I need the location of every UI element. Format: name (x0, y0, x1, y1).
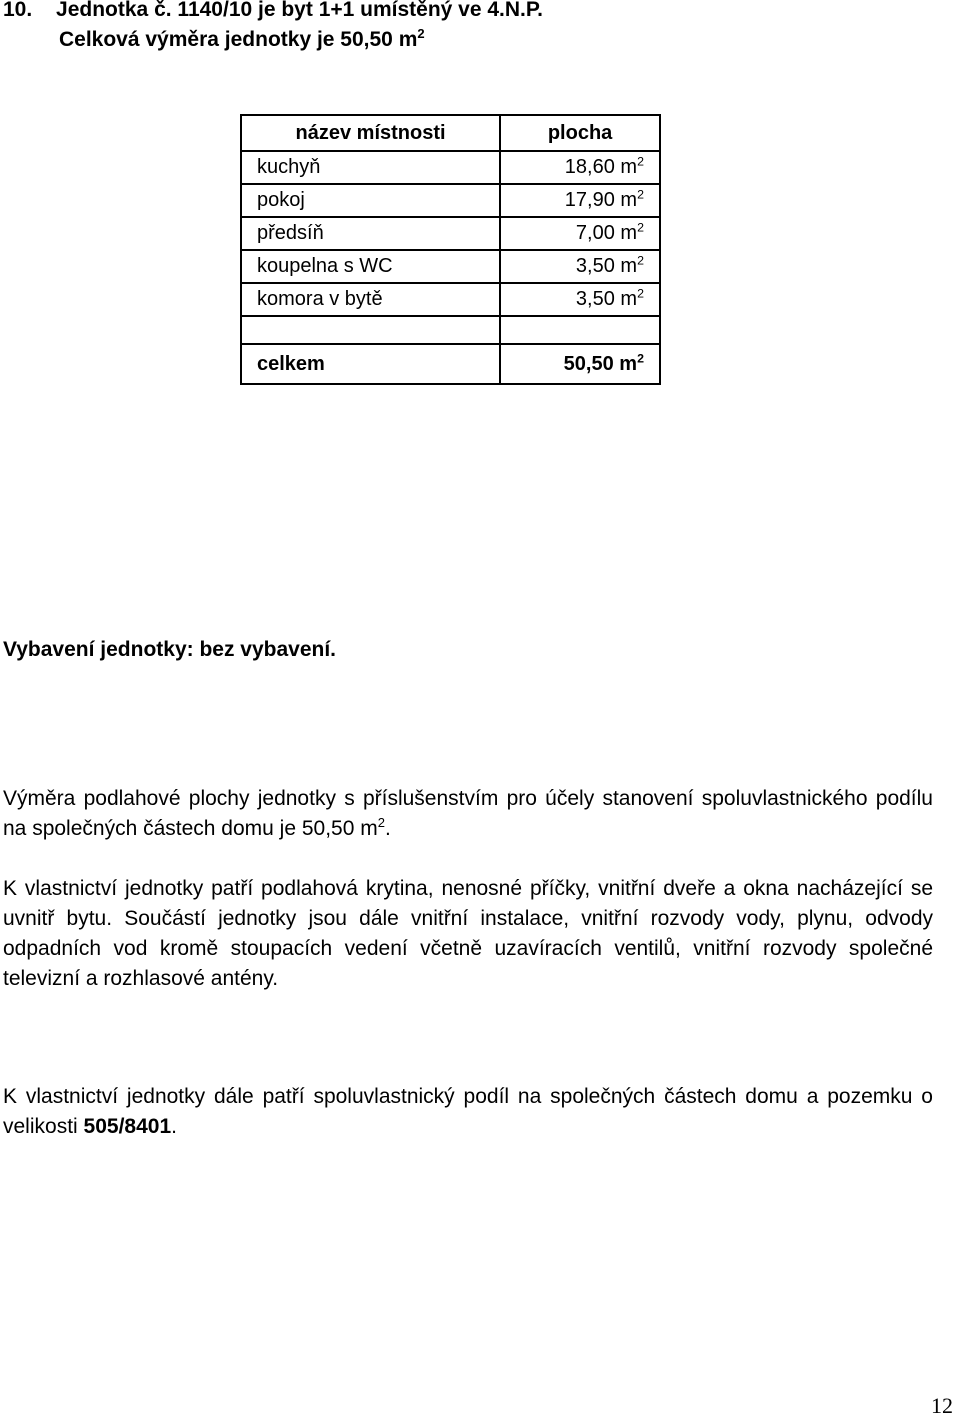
unit-sup: 2 (417, 26, 425, 41)
room-area: 3,50 $m^2$ (500, 283, 660, 316)
co-ownership-paragraph: K vlastnictví jednotky dále patří spoluvlastnický podíl na společných částech domu a pozemku o velikosti 505/8401. (3, 1085, 933, 1138)
room-name: pokoj (241, 184, 500, 217)
section-number: 10. (3, 0, 33, 21)
table-empty-row (241, 316, 660, 344)
room-area: 3,50 $m^2$ (500, 250, 660, 283)
rooms-table (240, 114, 661, 385)
ownership-paragraph: K vlastnictví jednotky patří podlahová krytina, nenosné příčky, vnitřní dveře a okna nacházející se uvnitř bytu. Součástí jednotky jsou dále vnitřní instalace, vnitřní rozvody vody, plynu, odvody odpadních vod kromě stoupacích vedení včetně uzavíracích ventilů, vnitřní rozvody společné televizní a rozhlasové antény. (3, 877, 933, 990)
table-row (241, 184, 660, 217)
table-total-row (241, 344, 660, 384)
equipment-note: Vybavení jednotky: bez vybavení. (3, 638, 337, 661)
unit-title: Jednotka č. 1140/10 je byt 1+1 umístěný ve 4.N.P. (56, 0, 544, 21)
table-header-row (241, 115, 660, 151)
table-row (241, 283, 660, 316)
unit-total-area-text: Celková výměra jednotky je 50,50 m (59, 28, 418, 51)
ownership-share: 505/8401 (83, 1115, 172, 1138)
room-name: koupelna s WC (241, 250, 500, 283)
room-area: 17,90 $m^2$ (500, 184, 660, 217)
unit-heading (3, 0, 543, 23)
page-number: 12 (931, 1393, 953, 1418)
room-name: kuchyň (241, 151, 500, 184)
room-name: předsíň (241, 217, 500, 250)
room-area: 18,60 $m^2$ (500, 151, 660, 184)
table-row (241, 217, 660, 250)
total-label: celkem (241, 344, 500, 384)
room-name: komora v bytě (241, 283, 500, 316)
floor-area-paragraph: Výměra podlahové plochy jednotky s příslušenstvím pro účely stanovení spoluvlastnického podílu na společných částech domu je 50,50 $m^2$. (3, 787, 933, 840)
table-row (241, 151, 660, 184)
table-row (241, 250, 660, 283)
unit-total-area-line (59, 27, 425, 53)
room-area: 7,00 $m^2$ (500, 217, 660, 250)
column-header-area: plocha (500, 115, 660, 151)
total-area: 50,50 $m^2$ (500, 344, 660, 384)
column-header-room-name: název místnosti (241, 115, 500, 151)
